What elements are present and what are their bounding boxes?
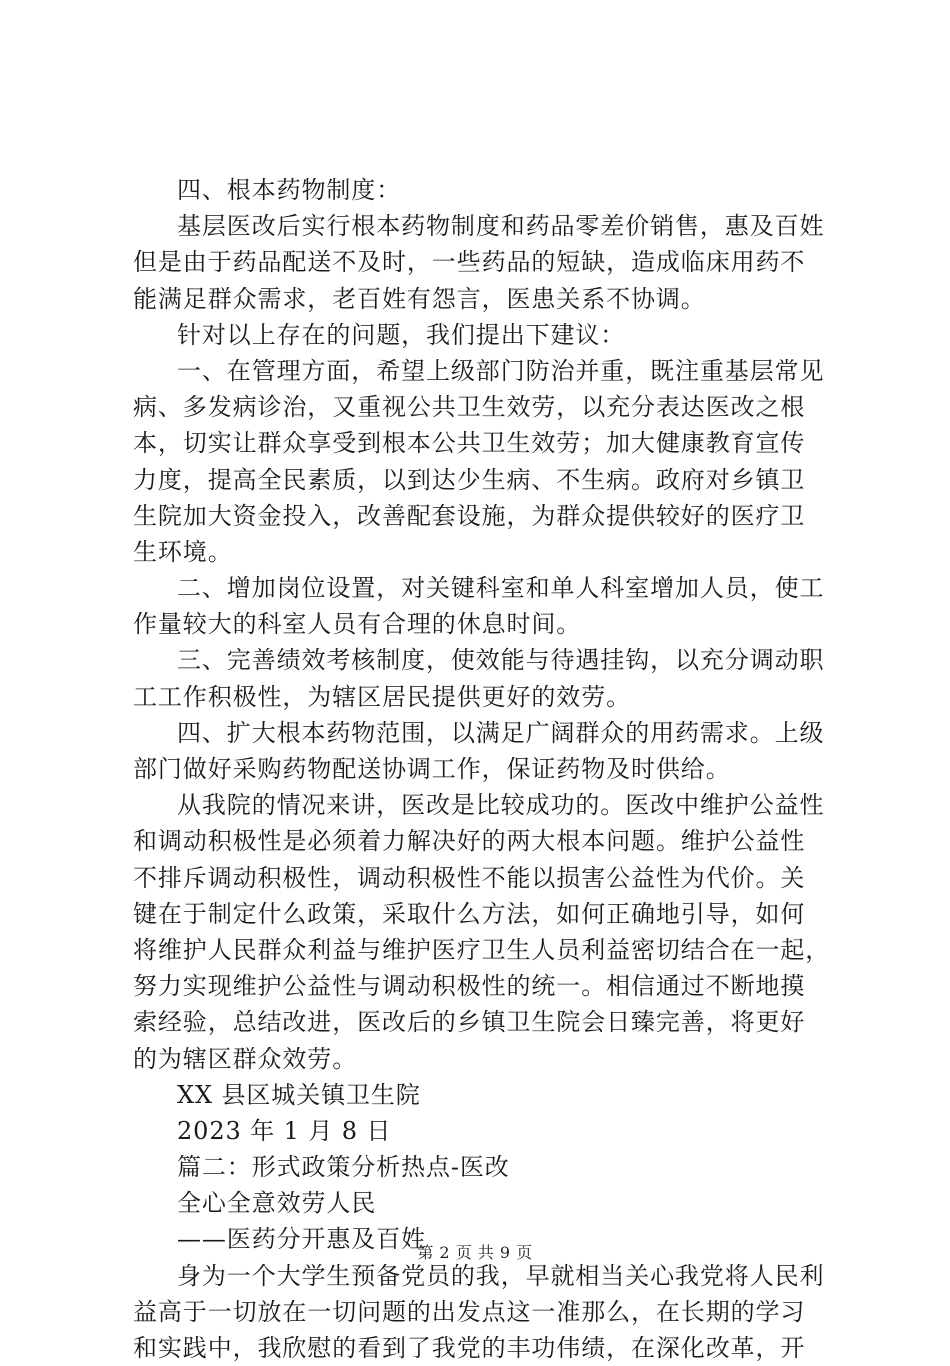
text-line: 篇二：形式政策分析热点-医改 (177, 1153, 510, 1182)
text-line: 基层医改后实行根本药物制度和药品零差价销售，惠及百姓 (177, 212, 825, 241)
text-line: 能满足群众需求，老百姓有怨言，医患关系不协调。 (133, 284, 706, 313)
text-line: 四、根本药物制度： (177, 176, 402, 204)
text-line: ——医药分开惠及百姓 (177, 1225, 426, 1254)
text-line: 三、完善绩效考核制度，使效能与待遇挂钩，以充分调动职 (177, 646, 825, 675)
text-line: 身为一个大学生预备党员的我，早就相当关心我党将人民利 (177, 1261, 825, 1290)
text-line: 2023 年 1 月 8 日 (177, 1116, 392, 1145)
text-line: 部门做好采购药物配送协调工作，保证药物及时供给。 (133, 755, 731, 783)
text-line: 针对以上存在的问题，我们提出下建议： (177, 320, 626, 349)
text-line: 不排斥调动积极性，调动积极性不能以损害公益性为代价。关 (133, 863, 806, 892)
text-line: 将维护人民群众利益与维护医疗卫生人员利益密切结合在一起， (133, 935, 831, 964)
text-line: 索经验，总结改进，医改后的乡镇卫生院会日臻完善，将更好 (133, 1008, 806, 1037)
text-line: 工工作积极性，为辖区居民提供更好的效劳。 (133, 682, 631, 711)
text-line: 力度，提高全民素质，以到达少生病、不生病。政府对乡镇卫 (133, 465, 806, 494)
text-line: 键在于制定什么政策，采取什么方法，如何正确地引导，如何 (133, 899, 806, 928)
text-line: 和实践中，我欣慰的看到了我党的丰功伟绩，在深化改革，开 (133, 1334, 806, 1362)
text-line: 一、在管理方面，希望上级部门防治并重，既注重基层常见 (177, 356, 825, 385)
text-line: 但是由于药品配送不及时，一些药品的短缺，造成临床用药不 (133, 248, 806, 277)
text-line: 的为辖区群众效劳。 (133, 1044, 358, 1073)
text-line: 和调动积极性是必须着力解决好的两大根本问题。维护公益性 (133, 827, 806, 856)
text-line: 从我院的情况来讲，医改是比较成功的。医改中维护公益性 (177, 791, 825, 820)
text-line: 四、扩大根本药物范围，以满足广阔群众的用药需求。上级 (177, 718, 825, 747)
text-line: 作量较大的科室人员有合理的休息时间。 (133, 610, 582, 639)
text-line: 益高于一切放在一切问题的出发点这一准那么，在长期的学习 (133, 1297, 806, 1326)
text-line: 二、增加岗位设置，对关键科室和单人科室增加人员，使工 (177, 574, 825, 603)
page-footer: 第 2 页 共 9 页 (417, 1243, 533, 1262)
text-line: 生院加大资金投入，改善配套设施，为群众提供较好的医疗卫 (133, 501, 806, 530)
text-line: 全心全意效劳人民 (177, 1189, 377, 1218)
text-line: 生环境。 (133, 537, 233, 566)
text-line: 努力实现维护公益性与调动积极性的统一。相信通过不断地摸 (133, 972, 806, 1001)
document-body (133, 172, 833, 1366)
text-line: 病、多发病诊治，又重视公共卫生效劳，以充分表达医改之根 (133, 393, 806, 422)
text-line: 本，切实让群众享受到根本公共卫生效劳；加大健康教育宣传 (133, 429, 806, 458)
text-line: XX 县区城关镇卫生院 (177, 1080, 421, 1109)
